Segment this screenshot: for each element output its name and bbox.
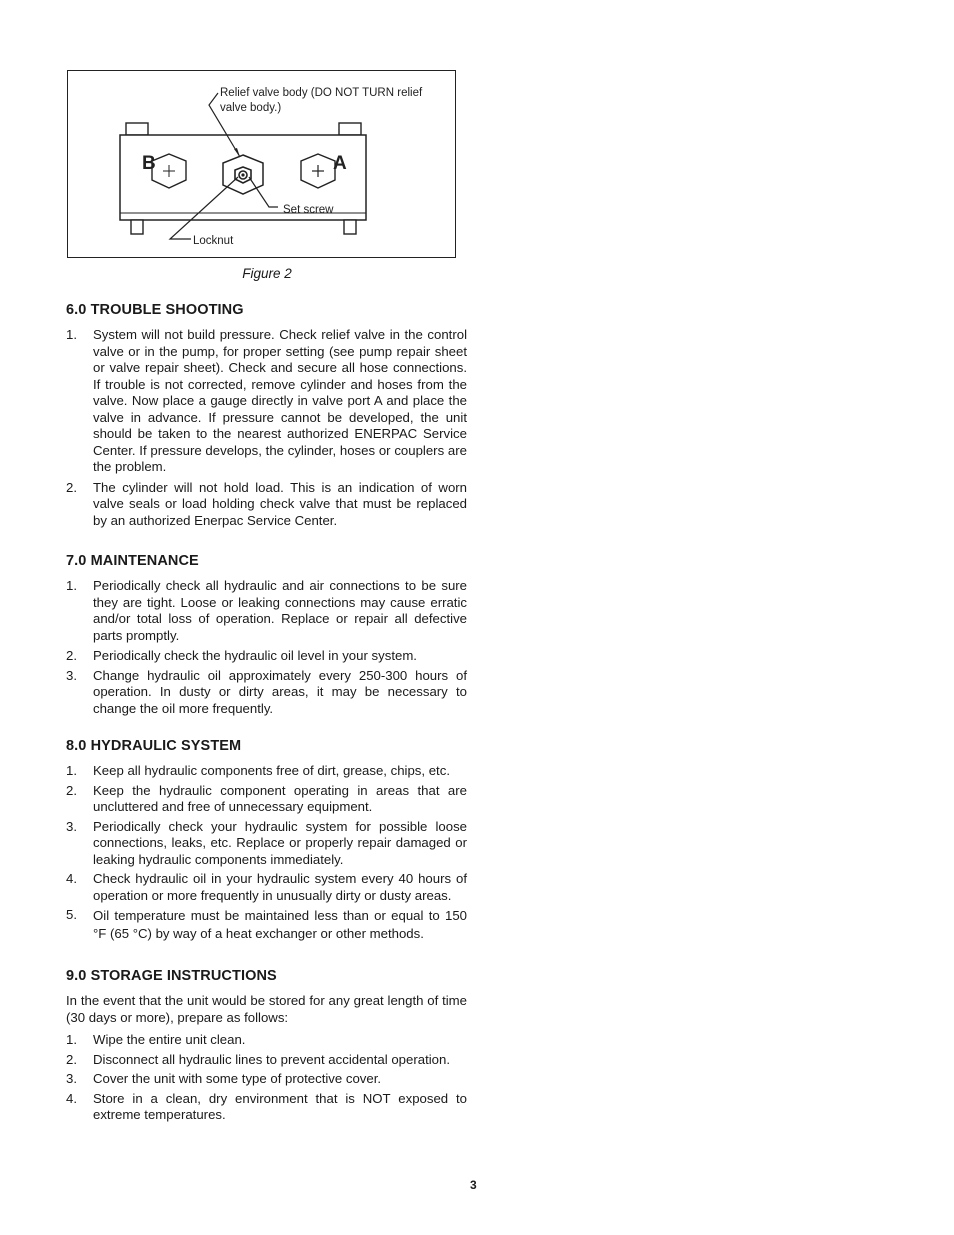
- callout-relief-valve: Relief valve body (DO NOT TURN relief valve body.): [220, 87, 423, 114]
- section-hydraulic-system: [66, 738, 467, 943]
- list-item: [66, 783, 467, 816]
- list-item: [66, 907, 467, 943]
- page-number: 3: [470, 1178, 477, 1192]
- item-number: 4.: [66, 1090, 77, 1106]
- list-item: [66, 648, 467, 665]
- item-number: 2.: [66, 479, 77, 495]
- item-text: Cover the unit with some type of protective cover.: [93, 1071, 382, 1086]
- item-number: 1.: [66, 1032, 77, 1047]
- list-item: [66, 763, 467, 780]
- item-text: Check hydraulic oil in your hydraulic system every 40 hours of operation or more frequently in unusually dirty or dusty areas.: [93, 871, 467, 903]
- list-item: [66, 327, 467, 476]
- list-item: [66, 1091, 467, 1124]
- item-text: Keep the hydraulic component operating in areas that are uncluttered and free of unnecessary equipment.: [93, 782, 467, 814]
- item-number: 3.: [66, 1071, 77, 1086]
- item-number: 2.: [66, 648, 77, 663]
- section-maintenance: [66, 553, 467, 717]
- item-text: Periodically check your hydraulic system for possible loose connections, leaks, etc. Replace or properly repair damaged or leaking hydraulic components immediately.: [93, 818, 467, 867]
- section-heading: 7.0 MAINTENANCE: [66, 553, 199, 569]
- valve-diagram: [68, 71, 457, 259]
- list-item: [66, 1032, 467, 1049]
- item-number: 4.: [66, 871, 77, 886]
- item-text: Periodically check all hydraulic and air connections to be sure they are tight. Loose or leaking connections may cause erratic and/or total loss of operation. Replace or repair all defective parts promptly.: [93, 578, 467, 643]
- item-number: 3.: [66, 818, 77, 834]
- section-heading: 9.0 STORAGE INSTRUCTIONS: [66, 968, 277, 984]
- list-item: [66, 871, 467, 904]
- hydraulic-list: [66, 763, 467, 943]
- maintenance-list: [66, 578, 467, 717]
- list-item: [66, 480, 467, 530]
- item-number: 1.: [66, 763, 77, 778]
- troubleshooting-list: [66, 327, 467, 529]
- item-number: 1.: [66, 327, 77, 342]
- section-storage: [66, 968, 467, 1124]
- item-number: 2.: [66, 782, 77, 798]
- item-text: Wipe the entire unit clean.: [93, 1032, 246, 1047]
- item-number: 5.: [66, 907, 77, 922]
- item-text: Oil temperature must be maintained less than or equal to 150 °F (65 °C) by way of a heat exchanger or other methods.: [93, 908, 467, 941]
- list-item: [66, 819, 467, 869]
- list-item: [66, 1071, 467, 1088]
- section-troubleshooting: [66, 302, 467, 529]
- list-item: [66, 1052, 467, 1069]
- item-text: Keep all hydraulic components free of dirt, grease, chips, etc.: [93, 763, 450, 778]
- storage-list: [66, 1032, 467, 1124]
- port-a-label: A: [333, 153, 347, 174]
- storage-intro: In the event that the unit would be stored for any great length of time (30 days or more), prepare as follows:: [66, 993, 467, 1025]
- list-item: [66, 578, 467, 644]
- figure-caption: Figure 2: [242, 266, 292, 281]
- item-text: System will not build pressure. Check relief valve in the control valve or in the pump, for proper setting (see pump repair sheet or valve repair sheet). Check and secure all hose connections. If trouble is not corrected, remove cylinder and hoses from the valve. Now place a gauge directly in valve port A and place the valve in advance. If pressure cannot be developed, the unit should be taken to the nearest authorized ENERPAC Service Center. If pressure develops, the cylinder, hoses or couplers are the problem.: [93, 327, 467, 474]
- item-text: Periodically check the hydraulic oil level in your system.: [93, 648, 417, 663]
- list-item: [66, 668, 467, 718]
- item-text: The cylinder will not hold load. This is an indication of worn valve seals or load holding check valve that must be replaced by an authorized Enerpac Service Center.: [93, 479, 467, 528]
- section-heading: 8.0 HYDRAULIC SYSTEM: [66, 738, 242, 754]
- figure-2: [67, 70, 456, 258]
- callout-locknut: Locknut: [193, 235, 234, 247]
- item-text: Change hydraulic oil approximately every 250-300 hours of operation. In dusty or dirty areas, it may be necessary to change the oil more frequently.: [93, 667, 467, 716]
- item-text: Disconnect all hydraulic lines to prevent accidental operation.: [93, 1051, 450, 1067]
- item-number: 1.: [66, 578, 77, 593]
- section-heading: 6.0 TROUBLE SHOOTING: [66, 302, 244, 318]
- item-number: 2.: [66, 1051, 77, 1067]
- item-number: 3.: [66, 667, 77, 683]
- item-text: Store in a clean, dry environment that is NOT exposed to extreme temperatures.: [93, 1090, 467, 1122]
- port-b-label: B: [142, 153, 156, 174]
- callout-set-screw: Set screw: [283, 204, 334, 216]
